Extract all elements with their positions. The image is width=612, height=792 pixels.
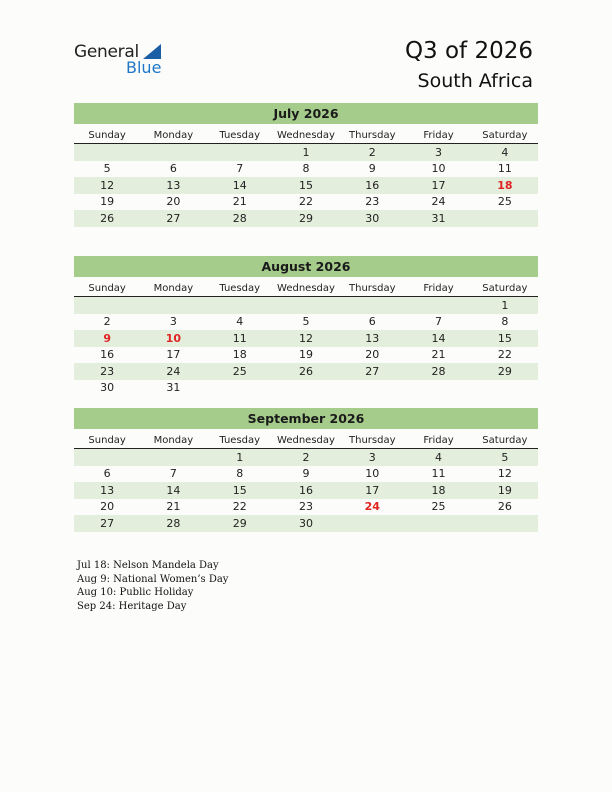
day-cell: 4	[405, 449, 471, 466]
day-cell: 16	[339, 177, 405, 194]
weekday-header: Sunday	[74, 128, 140, 144]
week-row	[74, 363, 538, 380]
empty-day-cell	[405, 297, 471, 314]
day-cell: 20	[166, 195, 181, 209]
day-cell: 19	[100, 195, 115, 209]
day-cell: 19	[298, 348, 313, 362]
day-cell: 12	[74, 177, 140, 194]
week-row	[74, 314, 538, 331]
week-row	[74, 466, 538, 483]
weekday-header: Friday	[405, 128, 471, 144]
weekday-header: Tuesday	[207, 128, 273, 144]
day-cell: 6	[103, 467, 111, 481]
day-cell: 2	[339, 144, 405, 161]
day-cell: 20	[100, 500, 115, 514]
logo-text-general: General	[74, 42, 139, 62]
weekday-header: Thursday	[339, 128, 405, 144]
day-cell: 3	[405, 144, 471, 161]
day-cell: 28	[207, 210, 273, 227]
weekday-header: Tuesday	[207, 281, 273, 297]
day-cell: 4	[236, 315, 244, 329]
day-cell: 24	[140, 363, 206, 380]
day-cell: 25	[497, 195, 512, 209]
page-title: Q3 of 2026	[404, 38, 533, 64]
day-cell: 2	[103, 315, 111, 329]
week-row	[74, 177, 538, 194]
weekday-header: Monday	[140, 281, 206, 297]
day-cell: 11	[431, 467, 446, 481]
week-row	[74, 144, 538, 161]
day-cell: 8	[236, 467, 244, 481]
empty-day-cell	[273, 297, 339, 314]
day-cell: 16	[273, 482, 339, 499]
day-cell: 21	[166, 500, 181, 514]
day-cell: 14	[207, 177, 273, 194]
empty-day-cell	[472, 515, 538, 532]
day-cell: 17	[405, 177, 471, 194]
empty-day-cell	[140, 144, 206, 161]
day-cell: 5	[302, 315, 310, 329]
weekday-header: Thursday	[339, 433, 405, 449]
day-cell: 26	[273, 363, 339, 380]
day-cell: 27	[140, 210, 206, 227]
day-cell: 1	[472, 297, 538, 314]
day-cell: 7	[236, 162, 244, 176]
day-cell: 28	[140, 515, 206, 532]
day-cell: 22	[298, 195, 313, 209]
weekday-header: Saturday	[472, 281, 538, 297]
day-cell: 21	[232, 195, 247, 209]
day-cell: 12	[273, 330, 339, 347]
day-cell: 10	[140, 330, 206, 347]
week-row	[74, 515, 538, 532]
weekday-header: Sunday	[74, 281, 140, 297]
day-cell: 14	[405, 330, 471, 347]
month-calendar-september	[74, 408, 538, 532]
weekday-header: Wednesday	[273, 433, 339, 449]
day-cell: 9	[74, 330, 140, 347]
week-row	[74, 297, 538, 314]
day-cell: 30	[100, 381, 115, 395]
weekday-header: Thursday	[339, 281, 405, 297]
empty-day-cell	[74, 144, 140, 161]
day-cell: 31	[166, 381, 181, 395]
page-subtitle: South Africa	[417, 70, 533, 92]
day-cell: 22	[232, 500, 247, 514]
day-cell: 5	[103, 162, 111, 176]
weekday-header: Wednesday	[273, 281, 339, 297]
weekday-header: Monday	[140, 128, 206, 144]
empty-day-cell	[207, 144, 273, 161]
day-cell: 7	[169, 467, 177, 481]
day-cell: 11	[207, 330, 273, 347]
month-calendar-august	[74, 256, 538, 396]
day-cell: 24	[364, 500, 380, 514]
day-cell: 6	[169, 162, 177, 176]
day-cell: 6	[368, 315, 376, 329]
month-header: August 2026	[74, 256, 538, 277]
empty-day-cell	[273, 380, 339, 397]
weekday-header: Tuesday	[207, 433, 273, 449]
month-header: September 2026	[74, 408, 538, 429]
day-cell: 26	[497, 500, 512, 514]
day-cell: 18	[232, 348, 247, 362]
day-cell: 3	[169, 315, 177, 329]
week-row	[74, 330, 538, 347]
day-cell: 8	[501, 315, 509, 329]
empty-day-cell	[405, 380, 471, 397]
empty-day-cell	[472, 380, 538, 397]
day-cell: 30	[273, 515, 339, 532]
empty-day-cell	[74, 297, 140, 314]
day-cell: 25	[431, 500, 446, 514]
month-header: July 2026	[74, 103, 538, 124]
weekday-header: Sunday	[74, 433, 140, 449]
holiday-notes	[77, 559, 228, 613]
holiday-note: Aug 9: National Women’s Day	[77, 573, 229, 585]
weekday-header: Saturday	[472, 433, 538, 449]
day-cell: 12	[497, 467, 512, 481]
day-cell: 30	[339, 210, 405, 227]
day-cell: 9	[302, 467, 310, 481]
weekday-header: Friday	[405, 433, 471, 449]
week-row	[74, 347, 538, 364]
empty-day-cell	[207, 380, 273, 397]
day-cell: 26	[74, 210, 140, 227]
day-cell: 29	[472, 363, 538, 380]
day-cell: 15	[207, 482, 273, 499]
logo	[74, 42, 184, 78]
day-cell: 27	[74, 515, 140, 532]
day-cell: 13	[140, 177, 206, 194]
day-cell: 25	[207, 363, 273, 380]
day-cell: 19	[472, 482, 538, 499]
day-cell: 15	[273, 177, 339, 194]
day-cell: 23	[365, 195, 380, 209]
day-cell: 7	[435, 315, 443, 329]
weekday-header: Wednesday	[273, 128, 339, 144]
weekday-header: Monday	[140, 433, 206, 449]
day-cell: 13	[74, 482, 140, 499]
day-cell: 5	[472, 449, 538, 466]
day-cell: 24	[431, 195, 446, 209]
week-row	[74, 194, 538, 211]
day-cell: 23	[298, 500, 313, 514]
empty-day-cell	[405, 515, 471, 532]
day-cell: 31	[405, 210, 471, 227]
day-cell: 10	[365, 467, 380, 481]
holiday-note: Jul 18: Nelson Mandela Day	[77, 560, 219, 571]
day-cell: 17	[166, 348, 181, 362]
month-calendar-july	[74, 103, 538, 227]
weekday-header: Saturday	[472, 128, 538, 144]
calendar-grid	[74, 433, 538, 532]
week-row	[74, 482, 538, 499]
weekday-header: Friday	[405, 281, 471, 297]
day-cell: 8	[302, 162, 310, 176]
day-cell: 29	[207, 515, 273, 532]
day-cell: 9	[368, 162, 376, 176]
day-cell: 3	[339, 449, 405, 466]
calendar-grid	[74, 128, 538, 227]
empty-day-cell	[74, 449, 140, 466]
empty-day-cell	[140, 297, 206, 314]
day-cell: 15	[472, 330, 538, 347]
day-cell: 10	[431, 162, 446, 176]
empty-day-cell	[339, 515, 405, 532]
empty-day-cell	[339, 380, 405, 397]
day-cell: 28	[405, 363, 471, 380]
day-cell: 11	[497, 162, 512, 176]
empty-day-cell	[339, 297, 405, 314]
empty-day-cell	[472, 210, 538, 227]
logo-triangle-icon	[143, 44, 161, 59]
day-cell: 18	[472, 177, 538, 194]
day-cell: 22	[497, 348, 512, 362]
week-row	[74, 210, 538, 227]
empty-day-cell	[140, 449, 206, 466]
calendar-grid	[74, 281, 538, 396]
week-row	[74, 449, 538, 466]
day-cell: 1	[273, 144, 339, 161]
day-cell: 23	[74, 363, 140, 380]
logo-text-blue: Blue	[126, 58, 162, 77]
day-cell: 1	[207, 449, 273, 466]
day-cell: 16	[100, 348, 115, 362]
day-cell: 29	[273, 210, 339, 227]
day-cell: 14	[140, 482, 206, 499]
day-cell: 27	[339, 363, 405, 380]
week-row	[74, 161, 538, 178]
day-cell: 4	[472, 144, 538, 161]
day-cell: 13	[339, 330, 405, 347]
day-cell: 18	[405, 482, 471, 499]
week-row	[74, 499, 538, 516]
day-cell: 17	[339, 482, 405, 499]
holiday-note: Aug 10: Public Holiday	[77, 587, 194, 598]
day-cell: 21	[431, 348, 446, 362]
empty-day-cell	[207, 297, 273, 314]
week-row	[74, 380, 538, 397]
day-cell: 20	[365, 348, 380, 362]
holiday-note: Sep 24: Heritage Day	[77, 600, 187, 612]
day-cell: 2	[273, 449, 339, 466]
